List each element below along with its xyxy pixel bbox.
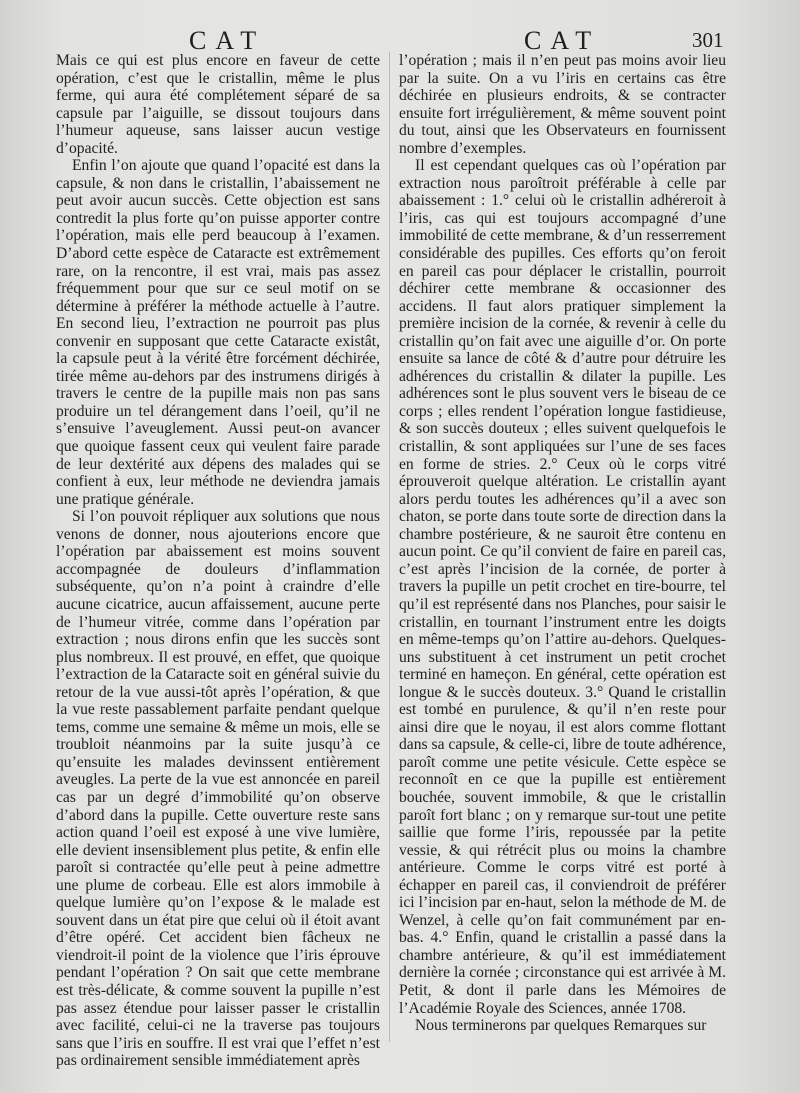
paragraph: Enfin l’on ajoute que quand l’opacité est dans la capsule, & non dans le cristallin, l’abaissement ne peut avoir aucun succès. Cette objection est sans contredit la plus forte qu’on puisse apporter contre l’opération, mais elle perd beaucoup à l’examen. D’abord cette espèce de Cataracte est extrêmement rare, on la rencontre, il est vrai, mais pas assez fréquemment pour que sur ce seul motif on se détermine à préférer la méthode actuelle à l’autre. En second lieu, l’extraction ne pourroit pas plus convenir en supposant que cette Cataracte existât, la capsule peut à la vérité être forcément déchirée, tirée même au-dehors par des instrumens dirigés à travers le centre de la pupille mais non pas sans produire un tel dérangement dans l’oeil, qu’il ne s’ensuive l’aveuglement. Aussi peut-on avancer que quoique fassent ceux qui veulent faire parade de leur dextérité aux dépens des malades qui se confient à eux, leur méthode ne deviendra jamais une pratique générale.: [56, 157, 380, 508]
paragraph: Il est cependant quelques cas où l’opération par extraction nous paroîtroit préférable à celle par abaissement : 1.° celui où le cristallin adhéreroit à l’iris, cas qui est toujours accompagné d’une immobilité de cette membrane, & d’un resserrement considérable des pupilles. Ces efforts qu’on feroit en pareil cas pour déplacer le cristallin, pourroit déchirer cette membrane & occasionner des accidens. Il faut alors pratiquer simplement la première incision de la cornée, & revenir à celle du cristallin qu’on fait avec une aiguille d’or. On porte ensuite sa lance de côté & d’autre pour détruire les adhérences du cristallin & dilater la pupille. Les adhérences sont le plus souvent vers le biseau de ce corps ; elles rendent l’opération longue fastidieuse, & son succès douteux ; elles suivent quelquefois le cristallin, & sont appliquées sur l’une de ses faces en forme de stries. 2.° Ceux où le corps vitré éprouveroit quelque altération. Le cristallin ayant alors perdu toutes les adhérences qu’il a avec son chaton, se porte dans toute sorte de direction dans la chambre postérieure, & ne sauroit être contenu en aucun point. Ce qu’il convient de faire en pareil cas, c’est après l’incision de la cornée, de porter à travers la pupille un petit crochet en tire-bourre, tel qu’il est représenté dans nos Planches, pour saisir le cristallin, en tournant l’instrument entre les doigts en même-temps qu’on l’attire au-dehors. Quelques-uns substituent à cet instrument un petit crochet terminé en hameçon. En général, cette opération est longue & le succès douteux. 3.° Quand le cristallin est tombé en purulence, & qu’il n’en reste pour ainsi dire que le noyau, il est alors comme flottant dans sa capsule, & celle-ci, libre de toute adhérence, paroît comme une petite vésicule. Cette espèce se reconnoît en ce que la pupille est entièrement bouchée, souvent immobile, & que le cristallin paroît fort blanc ; on y remarque sur-tout une petite saillie que forme l’iris, repoussée par la petite vessie, & qui rétrécit plus ou moins la chambre antérieure. Comme le corps vitré est porté à échapper en pareil cas, il conviendroit de préférer ici l’incision par en-haut, selon la méthode de M. de Wenzel, à celle qu’on fait communément par en-bas. 4.° Enfin, quand le cristallin a passé dans la chambre antérieure, & qu’il est immédiatement dernière la cornée ; circonstance qui est arrivée à M. Petit, & dont il parle dans les Mémoires de l’Académie Royale des Sciences, année 1708.: [399, 157, 726, 1017]
right-column: [399, 52, 726, 1035]
text-columns: [56, 52, 780, 1070]
header-left-title: CAT: [189, 26, 266, 55]
running-header: [56, 22, 780, 55]
paragraph: Mais ce qui est plus encore en faveur de cette opération, c’est que le cristallin, même le plus ferme, qui aura été complétement séparé de sa capsule par l’aiguille, se dissout toujours dans l’humeur aqueuse, sans laisser aucun vestige d’opacité.: [56, 52, 380, 157]
paragraph: Si l’on pouvoit répliquer aux solutions que nous venons de donner, nous ajouterions encore que l’opération par abaissement est moins souvent accompagnée de douleurs d’inflammation subséquente, qu’on n’a point à craindre d’elle aucune cicatrice, aucun affaissement, aucune perte de l’humeur vitrée, comme dans l’opération par extraction ; nous dirons enfin que les succès sont plus nombreux. Il est prouvé, en effet, que quoique l’extraction de la Cataracte soit en général suivie du retour de la vue aussi-tôt après l’opération, & que la vue reste passablement parfaite pendant quelque tems, comme une semaine & même un mois, elle se troubloit néanmoins par la suite jusqu’à ce qu’ensuite les malades devinssent entièrement aveugles. La perte de la vue est annoncée en pareil cas par un degré d’immobilité qu’on observe d’abord dans la pupille. Cette ouverture reste sans action quand l’oeil est exposé à une vive lumière, elle devient insensiblement plus petite, & enfin elle paroît si contractée qu’elle peut à peine admettre une plume de corbeau. Elle est alors immobile à quelque lumière qu’on l’expose & le malade est souvent dans un état pire que celui où il étoit avant d’être opéré. Cet accident bien fâcheux ne viendroit-il point de la violence que l’iris éprouve pendant l’opération ? On sait que cette membrane est très-délicate, & comme souvent la pupille n’est pas assez étendue pour laisser passer le cristallin avec facilité, celui-ci ne la traverse pas toujours sans que l’iris en souffre. Il est vrai que l’effet n’est pas ordinairement sensible immédiatement après: [56, 508, 380, 1070]
paragraph: l’opération ; mais il n’en peut pas moins avoir lieu par la suite. On a vu l’iris en certains cas être déchirée en plusieurs endroits, & se contracter ensuite fort irrégulièrement, & même souvent point du tout, ainsi que les Observateurs en fournissent nombre d’exemples.: [399, 52, 726, 157]
paragraph: Nous terminerons par quelques Remarques sur: [415, 1017, 707, 1035]
page-number: 301: [692, 28, 724, 52]
column-divider: [389, 52, 390, 1042]
left-column: [56, 52, 380, 1070]
header-right-title: CAT: [524, 26, 601, 55]
